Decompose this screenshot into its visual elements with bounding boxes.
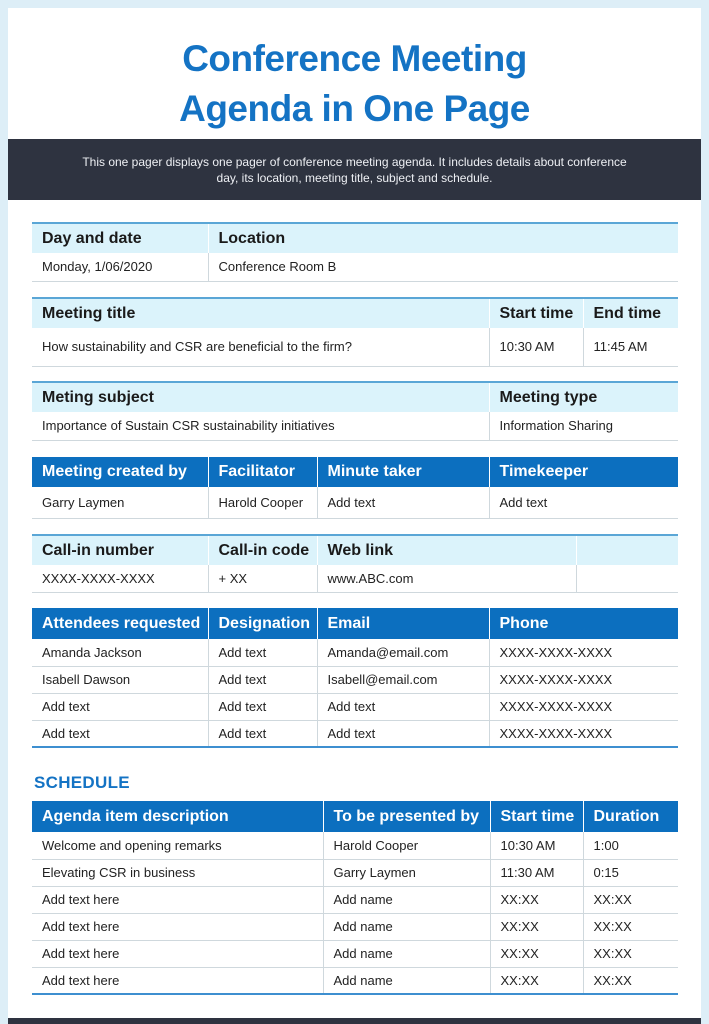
call-in-code-value: + XX <box>208 565 317 592</box>
table-row <box>32 886 678 913</box>
roles-table <box>32 457 678 519</box>
attendee-name: Add text <box>32 720 208 747</box>
header-empty <box>576 535 678 565</box>
start-time: XX:XX <box>490 886 583 913</box>
table-row <box>32 253 678 281</box>
duration: XX:XX <box>583 886 678 913</box>
table-header-row <box>32 535 678 565</box>
attendee-phone: XXXX-XXXX-XXXX <box>489 720 678 747</box>
attendee-phone: XXXX-XXXX-XXXX <box>489 639 678 666</box>
start-time-value: 10:30 AM <box>489 328 583 366</box>
facilitator-value: Harold Cooper <box>208 487 317 518</box>
duration: XX:XX <box>583 967 678 994</box>
attendee-designation: Add text <box>208 666 317 693</box>
day-and-date-value: Monday, 1/06/2020 <box>32 253 208 281</box>
agenda-item: Add text here <box>32 886 323 913</box>
start-time: 11:30 AM <box>490 859 583 886</box>
agenda-item: Elevating CSR in business <box>32 859 323 886</box>
table-header-row <box>32 801 678 832</box>
start-time: XX:XX <box>490 940 583 967</box>
call-in-number-value: XXXX-XXXX-XXXX <box>32 565 208 592</box>
presenter: Garry Laymen <box>323 859 490 886</box>
title-line-1: Conference Meeting <box>182 38 527 79</box>
end-time-value: 11:45 AM <box>583 328 678 366</box>
start-time: 10:30 AM <box>490 832 583 859</box>
table-row <box>32 565 678 592</box>
agenda-item: Add text here <box>32 967 323 994</box>
attendee-email: Isabell@email.com <box>317 666 489 693</box>
table-row <box>32 487 678 518</box>
attendee-phone: XXXX-XXXX-XXXX <box>489 666 678 693</box>
agenda-item: Add text here <box>32 913 323 940</box>
duration: XX:XX <box>583 913 678 940</box>
attendee-name: Add text <box>32 693 208 720</box>
header-meeting-created-by: Meeting created by <box>32 457 208 487</box>
header-timekeeper: Timekeeper <box>489 457 678 487</box>
attendee-designation: Add text <box>208 693 317 720</box>
description-banner <box>8 139 701 200</box>
table-row <box>32 913 678 940</box>
header-designation: Designation <box>208 608 317 639</box>
meeting-subject-value: Importance of Sustain CSR sustainability initiatives <box>32 412 489 440</box>
table-row <box>32 832 678 859</box>
location-value: Conference Room B <box>208 253 678 281</box>
table-header-row <box>32 457 678 487</box>
description-text: This one pager displays one pager of conference meeting agenda. It includes details about conference day, its location, meeting title, subject and schedule. <box>82 154 627 185</box>
attendee-designation: Add text <box>208 639 317 666</box>
attendee-designation: Add text <box>208 720 317 747</box>
header-end-time: End time <box>583 298 678 328</box>
meeting-type-value: Information Sharing <box>489 412 678 440</box>
table-row <box>32 720 678 747</box>
start-time: XX:XX <box>490 967 583 994</box>
header-phone: Phone <box>489 608 678 639</box>
header-call-in-number: Call-in number <box>32 535 208 565</box>
table-header-row <box>32 298 678 328</box>
agenda-item: Welcome and opening remarks <box>32 832 323 859</box>
header-duration: Duration <box>583 801 678 832</box>
table-row <box>32 412 678 440</box>
call-in-table <box>32 534 678 593</box>
table-header-row <box>32 382 678 412</box>
table-row <box>32 666 678 693</box>
attendee-email: Add text <box>317 720 489 747</box>
empty-value <box>576 565 678 592</box>
table-row <box>32 328 678 366</box>
schedule-heading: SCHEDULE <box>34 773 130 792</box>
header-attendees-requested: Attendees requested <box>32 608 208 639</box>
header-call-in-code: Call-in code <box>208 535 317 565</box>
header-web-link: Web link <box>317 535 576 565</box>
table-header-row <box>32 223 678 253</box>
attendee-email: Amanda@email.com <box>317 639 489 666</box>
presenter: Add name <box>323 967 490 994</box>
attendee-email: Add text <box>317 693 489 720</box>
header-minute-taker: Minute taker <box>317 457 489 487</box>
table-header-row <box>32 608 678 639</box>
header-agenda-item: Agenda item description <box>32 801 323 832</box>
attendee-name: Isabell Dawson <box>32 666 208 693</box>
bottom-bar <box>8 1018 701 1024</box>
agenda-page <box>8 8 701 1024</box>
table-row <box>32 940 678 967</box>
header-email: Email <box>317 608 489 639</box>
presenter: Harold Cooper <box>323 832 490 859</box>
table-row <box>32 967 678 994</box>
page-title <box>8 34 701 134</box>
table-row <box>32 693 678 720</box>
header-start-time: Start time <box>489 298 583 328</box>
meeting-title-value: How sustainability and CSR are beneficial to the firm? <box>32 328 489 366</box>
presenter: Add name <box>323 913 490 940</box>
attendees-table <box>32 608 678 748</box>
header-facilitator: Facilitator <box>208 457 317 487</box>
schedule-table <box>32 801 678 995</box>
duration: XX:XX <box>583 940 678 967</box>
header-start-time: Start time <box>490 801 583 832</box>
header-meeting-title: Meeting title <box>32 298 489 328</box>
web-link-value: www.ABC.com <box>317 565 576 592</box>
presenter: Add name <box>323 940 490 967</box>
attendee-phone: XXXX-XXXX-XXXX <box>489 693 678 720</box>
duration: 0:15 <box>583 859 678 886</box>
day-location-table <box>32 222 678 282</box>
header-presented-by: To be presented by <box>323 801 490 832</box>
meeting-title-table <box>32 297 678 367</box>
header-day-and-date: Day and date <box>32 223 208 253</box>
header-meeting-subject: Meting subject <box>32 382 489 412</box>
presenter: Add name <box>323 886 490 913</box>
table-row <box>32 639 678 666</box>
meeting-subject-table <box>32 381 678 441</box>
title-line-2: Agenda in One Page <box>179 88 530 129</box>
agenda-item: Add text here <box>32 940 323 967</box>
timekeeper-value: Add text <box>489 487 678 518</box>
attendee-name: Amanda Jackson <box>32 639 208 666</box>
header-meeting-type: Meeting type <box>489 382 678 412</box>
start-time: XX:XX <box>490 913 583 940</box>
table-row <box>32 859 678 886</box>
created-by-value: Garry Laymen <box>32 487 208 518</box>
header-location: Location <box>208 223 678 253</box>
duration: 1:00 <box>583 832 678 859</box>
minute-taker-value: Add text <box>317 487 489 518</box>
